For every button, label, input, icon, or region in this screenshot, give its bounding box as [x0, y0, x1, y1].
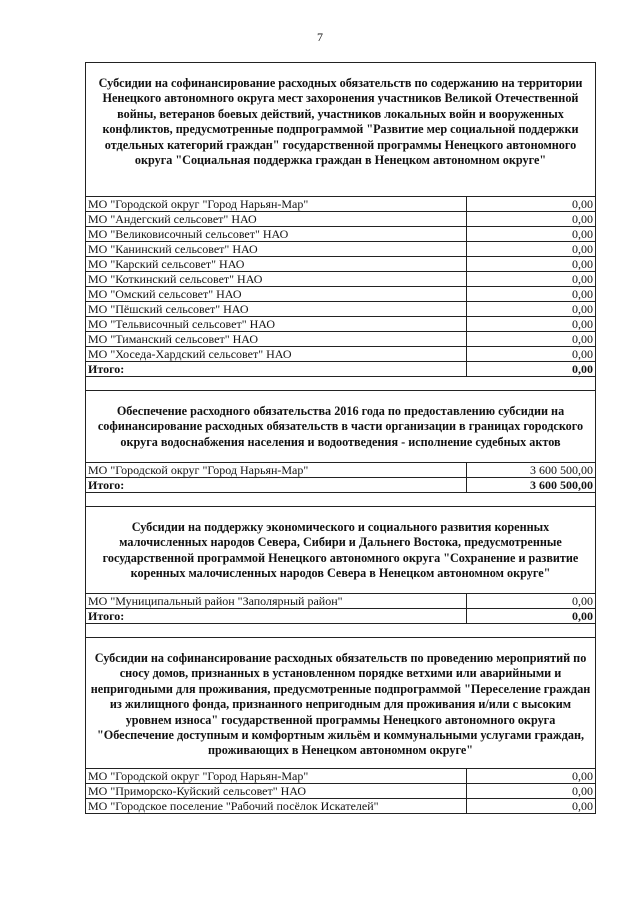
municipality-cell: МО "Пёшский сельсовет" НАО: [86, 302, 467, 317]
table-row: [86, 769, 596, 784]
section-gap: [85, 377, 596, 390]
amount-cell: 0,00: [467, 212, 596, 227]
table-row: [86, 227, 596, 242]
amount-cell: 0,00: [467, 272, 596, 287]
subsidy-table: [85, 768, 596, 814]
total-row: [86, 362, 596, 377]
section-title: Субсидии на софинансирование расходных обязательств по проведению мероприятий по сносу домов, признанных в установленном порядке ветхими или аварийными и непригодными для проживания, предусмотренные подпрограммой "Переселение граждан из жилищного фонда, признанного непригодным для проживания и/или с высоким уровнем износа" государственной программы Ненецкого автономного округа "Обеспечение доступным и комфортным жильём и коммунальными услугами граждан, проживающих в Ненецком автономном округе": [85, 645, 596, 768]
amount-cell: 0,00: [467, 769, 596, 784]
amount-cell: 0,00: [467, 347, 596, 362]
amount-cell: 3 600 500,00: [467, 463, 596, 478]
table-row: [86, 197, 596, 212]
page-number: 7: [317, 30, 323, 44]
table-row: [86, 347, 596, 362]
amount-cell: 0,00: [467, 784, 596, 799]
document-body: [85, 62, 596, 814]
total-amount: 0,00: [467, 362, 596, 377]
municipality-cell: МО "Андегский сельсовет" НАО: [86, 212, 467, 227]
amount-cell: 0,00: [467, 242, 596, 257]
total-amount: 0,00: [467, 609, 596, 624]
municipality-cell: МО "Хоседа-Хардский сельсовет" НАО: [86, 347, 467, 362]
table-row: [86, 242, 596, 257]
table-row: [86, 463, 596, 478]
amount-cell: 0,00: [467, 257, 596, 272]
table-row: [86, 317, 596, 332]
total-row: [86, 478, 596, 493]
section-title: Обеспечение расходного обязательства 2016 года по предоставлению субсидии на софинансирование расходных обязательств в части организации в границах городского округа водоснабжения населения и водоотведения - исполнение судебных актов: [85, 398, 596, 462]
section-gap: [85, 493, 596, 506]
municipality-cell: МО "Муниципальный район "Заполярный район": [86, 594, 467, 609]
table-row: [86, 302, 596, 317]
section-title: Субсидии на поддержку экономического и социального развития коренных малочисленных народов Севера, Сибири и Дальнего Востока, предусмотренные государственной программой Ненецкого автономного округа "Сохранение и развитие коренных малочисленных народов Севера в Ненецком автономном округе": [85, 514, 596, 593]
subsidy-table: [85, 196, 596, 377]
amount-cell: 0,00: [467, 287, 596, 302]
section-spacer: [85, 62, 596, 70]
municipality-cell: МО "Городской округ "Город Нарьян-Мар": [86, 197, 467, 212]
municipality-cell: МО "Коткинский сельсовет" НАО: [86, 272, 467, 287]
amount-cell: 0,00: [467, 302, 596, 317]
municipality-cell: МО "Великовисочный сельсовет" НАО: [86, 227, 467, 242]
subsidy-table: [85, 593, 596, 624]
amount-cell: 0,00: [467, 799, 596, 814]
municipality-cell: МО "Омский сельсовет" НАО: [86, 287, 467, 302]
total-label: Итого:: [86, 362, 467, 377]
amount-cell: 0,00: [467, 317, 596, 332]
municipality-cell: МО "Канинский сельсовет" НАО: [86, 242, 467, 257]
table-row: [86, 287, 596, 302]
table-row: [86, 332, 596, 347]
subsidy-table: [85, 462, 596, 493]
municipality-cell: МО "Городской округ "Город Нарьян-Мар": [86, 769, 467, 784]
section-spacer: [85, 506, 596, 514]
section-spacer: [85, 390, 596, 398]
municipality-cell: МО "Тельвисочный сельсовет" НАО: [86, 317, 467, 332]
table-row: [86, 257, 596, 272]
table-row: [86, 784, 596, 799]
table-row: [86, 212, 596, 227]
municipality-cell: МО "Городское поселение "Рабочий посёлок Искателей": [86, 799, 467, 814]
amount-cell: 0,00: [467, 594, 596, 609]
total-label: Итого:: [86, 609, 467, 624]
section-title: Субсидии на софинансирование расходных обязательств по содержанию на территории Ненецкого автономного округа мест захоронения участников Великой Отечественной войны, ветеранов боевых действий, участников локальных войн и вооруженных конфликтов, предусмотренные подпрограммой "Развитие мер социальной поддержки отдельных категорий граждан" государственной программы Ненецкого автономного округа "Социальная поддержка граждан в Ненецком автономном округе": [85, 70, 596, 196]
total-row: [86, 609, 596, 624]
table-row: [86, 594, 596, 609]
municipality-cell: МО "Тиманский сельсовет" НАО: [86, 332, 467, 347]
table-row: [86, 799, 596, 814]
amount-cell: 0,00: [467, 197, 596, 212]
total-amount: 3 600 500,00: [467, 478, 596, 493]
municipality-cell: МО "Карский сельсовет" НАО: [86, 257, 467, 272]
section-gap: [85, 624, 596, 637]
table-row: [86, 272, 596, 287]
municipality-cell: МО "Приморско-Куйский сельсовет" НАО: [86, 784, 467, 799]
municipality-cell: МО "Городской округ "Город Нарьян-Мар": [86, 463, 467, 478]
amount-cell: 0,00: [467, 227, 596, 242]
total-label: Итого:: [86, 478, 467, 493]
section-spacer: [85, 637, 596, 645]
amount-cell: 0,00: [467, 332, 596, 347]
